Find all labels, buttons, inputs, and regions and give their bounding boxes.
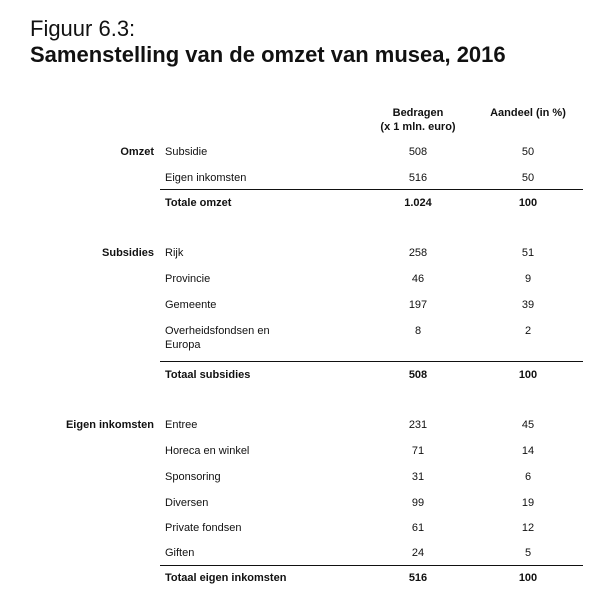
row-label: Overheidsfondsen en Europa xyxy=(165,325,270,351)
row-amount: 197 xyxy=(408,299,428,311)
row-amount: 231 xyxy=(408,419,428,431)
total-amount: 508 xyxy=(408,369,428,381)
row-amount: 516 xyxy=(408,172,428,184)
row-amount: 46 xyxy=(411,273,425,285)
row-share: 50 xyxy=(521,146,535,158)
total-label: Totale omzet xyxy=(165,197,232,209)
row-share: 19 xyxy=(521,497,535,509)
total-divider xyxy=(160,361,583,362)
figure-title: Samenstelling van de omzet van musea, 2016 xyxy=(30,42,506,67)
row-share: 6 xyxy=(524,471,532,483)
row-label: Giften xyxy=(165,547,195,559)
row-share: 50 xyxy=(521,172,535,184)
total-label: Totaal subsidies xyxy=(165,369,251,381)
total-amount: 516 xyxy=(408,572,428,584)
row-amount: 99 xyxy=(411,497,425,509)
row-share: 45 xyxy=(521,419,535,431)
total-divider xyxy=(160,189,583,190)
total-label: Totaal eigen inkomsten xyxy=(165,572,287,584)
row-label: Diversen xyxy=(165,497,209,509)
row-label: Eigen inkomsten xyxy=(165,172,247,184)
group-label-omzet: Omzet xyxy=(120,146,154,158)
row-share: 14 xyxy=(521,445,535,457)
row-share: 5 xyxy=(524,547,532,559)
row-share: 12 xyxy=(521,522,535,534)
group-label-subsidies: Subsidies xyxy=(102,247,154,259)
row-amount: 24 xyxy=(411,547,425,559)
row-label: Subsidie xyxy=(165,146,208,158)
group-label-eigen-inkomsten: Eigen inkomsten xyxy=(65,419,154,431)
row-amount: 8 xyxy=(414,325,422,337)
row-amount: 508 xyxy=(408,146,428,158)
total-share: 100 xyxy=(518,369,538,381)
row-amount: 71 xyxy=(411,445,425,457)
row-amount: 258 xyxy=(408,247,428,259)
row-share: 9 xyxy=(524,273,532,285)
total-amount: 1.024 xyxy=(404,197,432,209)
row-label: Entree xyxy=(165,419,198,431)
total-divider xyxy=(160,565,583,566)
total-share: 100 xyxy=(518,197,538,209)
column-header-share: Aandeel (in %) xyxy=(490,107,566,119)
column-header-amount: Bedragen (x 1 mln. euro) xyxy=(380,107,456,133)
row-amount: 61 xyxy=(411,522,425,534)
row-label: Private fondsen xyxy=(165,522,242,534)
row-share: 51 xyxy=(521,247,535,259)
row-label: Sponsoring xyxy=(165,471,221,483)
row-share: 2 xyxy=(524,325,532,337)
row-amount: 31 xyxy=(411,471,425,483)
row-label: Provincie xyxy=(165,273,211,285)
row-label: Rijk xyxy=(165,247,184,259)
row-label: Horeca en winkel xyxy=(165,445,250,457)
row-label: Gemeente xyxy=(165,299,217,311)
figure-label: Figuur 6.3: xyxy=(30,16,136,41)
row-share: 39 xyxy=(521,299,535,311)
total-share: 100 xyxy=(518,572,538,584)
